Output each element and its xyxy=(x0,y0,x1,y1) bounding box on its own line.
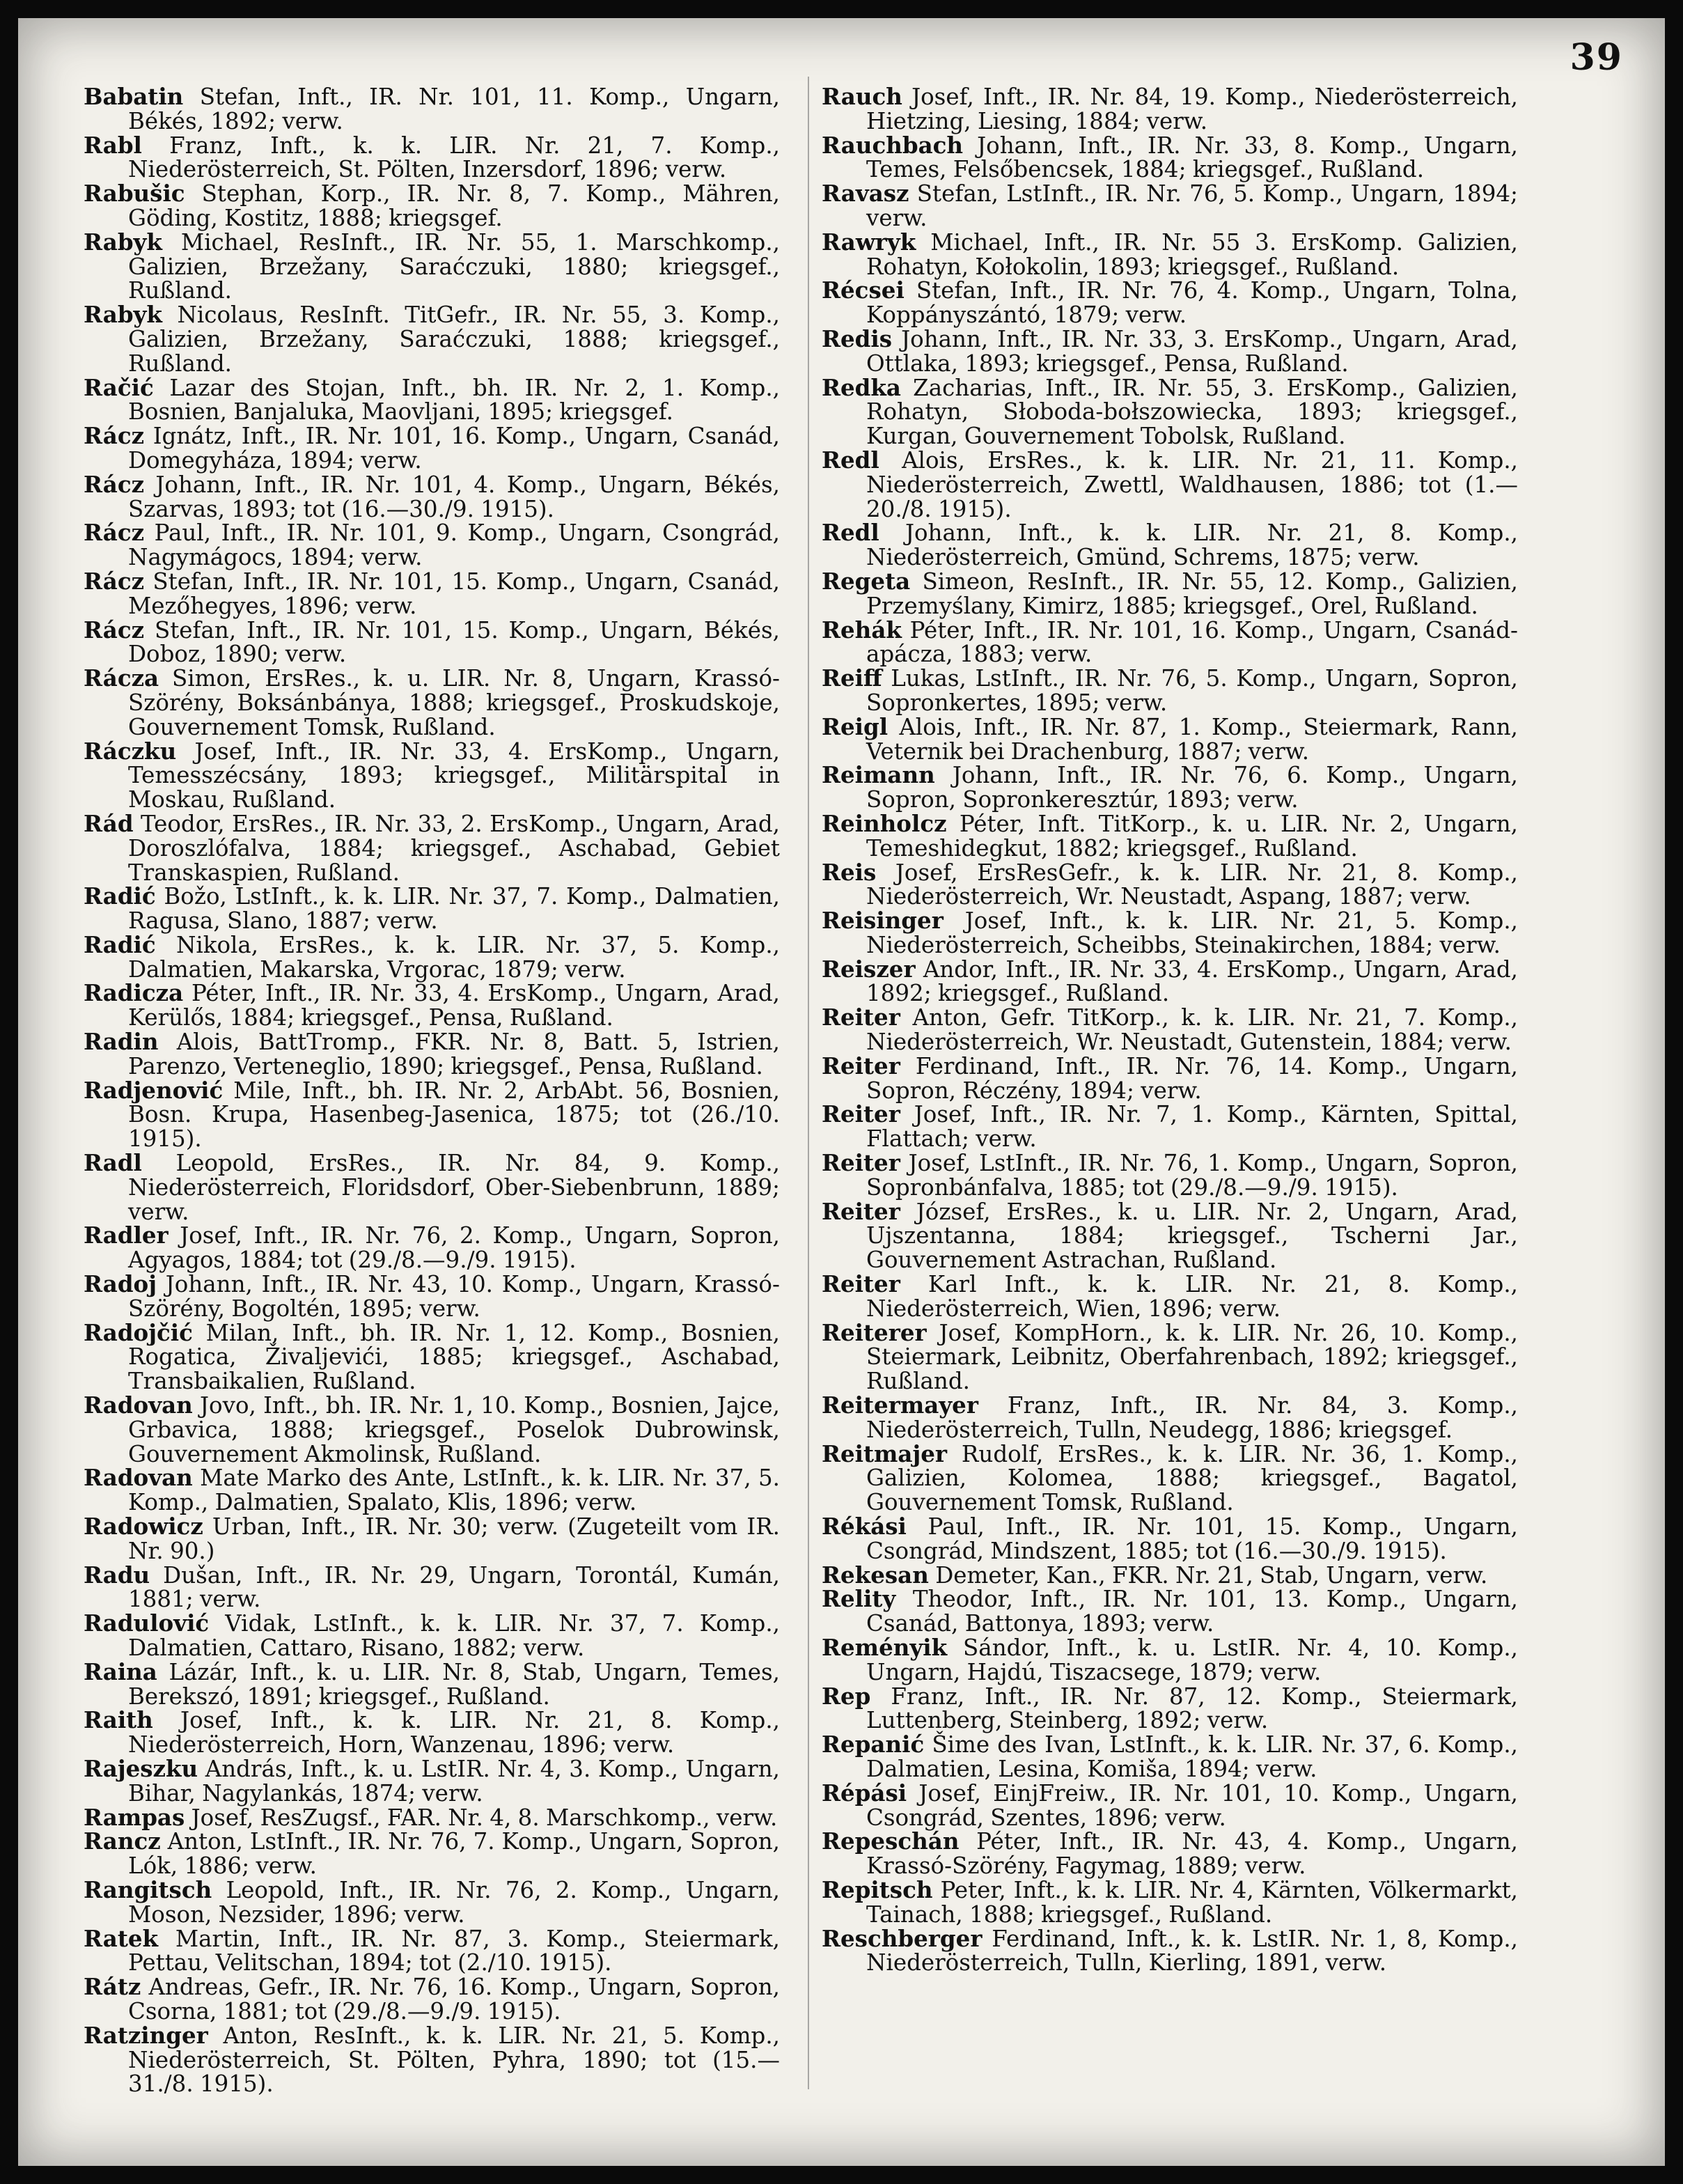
entry-name: Reigl xyxy=(822,712,889,740)
list-entry xyxy=(84,1391,780,1467)
entry-text: Johann, Inft., IR. Nr. 101, 4. Komp., Ungarn, Békés, Szarvas, 1893; tot (16.—30./9. 1915). xyxy=(128,471,780,522)
list-entry xyxy=(822,1197,1518,1274)
entry-text: Ferdinand, Inft., IR. Nr. 76, 14. Komp., Ungarn, Sopron, Réczény, 1894; verw. xyxy=(866,1052,1518,1104)
list-entry xyxy=(84,1660,780,1709)
entry-text: Sándor, Inft., k. u. LstIR. Nr. 4, 10. Komp., Ungarn, Hajdú, Tiszacsege, 1879; verw. xyxy=(866,1635,1518,1685)
entry-text: Péter, Inft., IR. Nr. 33, 4. ErsKomp., Ungarn, Arad, Kerülős, 1884; kriegsgef., Pensa, Rußland. xyxy=(128,980,780,1031)
list-entry xyxy=(822,131,1518,183)
list-entry xyxy=(84,809,780,886)
list-entry xyxy=(84,470,780,522)
entry-text: Martin, Inft., IR. Nr. 87, 3. Komp., Steiermark, Pettau, Velitschan, 1894; tot (2./10. 1915). xyxy=(128,1925,780,1976)
entry-name: Rancz xyxy=(84,1827,161,1855)
entry-text: Theodor, Inft., IR. Nr. 101, 13. Komp., Ungarn, Csanád, Battonya, 1893; verw. xyxy=(866,1586,1518,1637)
list-entry xyxy=(822,448,1518,521)
entry-text: Stefan, Inft., IR. Nr. 76, 4. Komp., Ungarn, Tolna, Koppányszántó, 1879; verw. xyxy=(866,277,1518,329)
entry-name: Ratek xyxy=(84,1924,159,1952)
list-entry xyxy=(84,521,780,570)
entry-name: Reiter xyxy=(822,1052,900,1079)
entry-name: Repanić xyxy=(822,1731,925,1758)
list-entry xyxy=(822,1442,1518,1515)
list-entry xyxy=(822,909,1518,958)
list-entry xyxy=(822,809,1518,861)
entry-text: Josef, LstInft., IR. Nr. 76, 1. Komp., Ungarn, Sopron, Sopronbánfalva, 1885; tot (29./8.—9./9. 1915). xyxy=(866,1150,1518,1201)
entry-name: Rangitsch xyxy=(84,1875,212,1903)
entry-text: Peter, Inft., k. k. LIR. Nr. 4, Kärnten, Völkermarkt, Tainach, 1888; kriegsgef., Rußland. xyxy=(866,1876,1518,1928)
entry-name: Rácza xyxy=(84,664,159,692)
entry-text: Péter, Inft., IR. Nr. 43, 4. Komp., Ungarn, Krassó-Szörény, Fagymag, 1889; verw. xyxy=(866,1828,1518,1880)
entry-name: Rauchbach xyxy=(822,131,964,159)
entry-text: Božo, LstInft., k. k. LIR. Nr. 37, 7. Komp., Dalmatien, Ragusa, Slano, 1887; verw. xyxy=(128,883,780,935)
entry-text: Mile, Inft., bh. IR. Nr. 2, ArbAbt. 56, Bosnien, Bosn. Krupa, Hasenbeg-Jasenica, 1875; tot (26./10. 1915). xyxy=(128,1077,780,1153)
entry-name: Reiter xyxy=(822,1004,900,1031)
list-entry xyxy=(822,1827,1518,1880)
entry-text: Anton, ResInft., k. k. LIR. Nr. 21, 5. Komp., Niederösterreich, St. Pölten, Pyhra, 1890; tot (15.—31./8. 1915). xyxy=(128,2022,780,2098)
entry-name: Rep xyxy=(822,1682,871,1710)
entry-name: Rampas xyxy=(84,1803,185,1831)
entry-name: Reményik xyxy=(822,1634,948,1661)
entry-name: Rabušic xyxy=(84,180,185,208)
entry-text: Stefan, Inft., IR. Nr. 101, 15. Komp., Ungarn, Csanád, Mezőhegyes, 1896; verw. xyxy=(128,568,780,619)
list-entry xyxy=(822,1318,1518,1395)
entry-name: Ráczku xyxy=(84,737,177,765)
list-entry xyxy=(84,228,780,304)
entry-name: Reschberger xyxy=(822,1924,983,1952)
entry-name: Radjenović xyxy=(84,1076,224,1104)
list-entry xyxy=(84,666,780,739)
entry-text: Dušan, Inft., IR. Nr. 29, Ungarn, Torontál, Kumán, 1881; verw. xyxy=(128,1561,780,1613)
list-entry xyxy=(822,1636,1518,1685)
entry-name: Radu xyxy=(84,1561,150,1589)
entry-text: Stephan, Korp., IR. Nr. 8, 7. Komp., Mähren, Göding, Kostitz, 1888; kriegsgef. xyxy=(128,180,780,231)
entry-name: Rabl xyxy=(84,131,142,159)
entry-name: Reiter xyxy=(822,1197,900,1225)
list-entry xyxy=(822,1682,1518,1734)
list-entry xyxy=(84,1754,780,1807)
entry-text: Demeter, Kan., FKR. Nr. 21, Stab, Ungarn, verw. xyxy=(935,1561,1488,1589)
entry-name: Redis xyxy=(822,325,893,352)
entry-text: Simon, ErsRes., k. u. LIR. Nr. 8, Ungarn, Krassó-Szörény, Boksánbánya, 1888; kriegsgef., Proskudskoje, Gouvernement Tomsk, Rußland. xyxy=(128,665,780,740)
entry-text: Vidak, LstInft., k. k. LIR. Nr. 37, 7. Komp., Dalmatien, Cattaro, Risano, 1882; verw. xyxy=(128,1610,780,1661)
entry-text: Josef, Inft., IR. Nr. 84, 19. Komp., Niederösterreich, Hietzing, Liesing, 1884; verw. xyxy=(866,84,1518,134)
list-entry xyxy=(822,228,1518,280)
entry-name: Redl xyxy=(822,446,879,474)
entry-text: Mate Marko des Ante, LstInft., k. k. LIR. Nr. 37, 5. Komp., Dalmatien, Spalato, Klis, 1896; verw. xyxy=(128,1465,780,1516)
entry-text: Leopold, Inft., IR. Nr. 76, 2. Komp., Ungarn, Moson, Nezsider, 1896; verw. xyxy=(128,1876,780,1928)
entry-name: Reiff xyxy=(822,664,882,692)
entry-name: Reitmajer xyxy=(822,1440,948,1467)
list-entry xyxy=(84,567,780,619)
list-entry xyxy=(822,1875,1518,1928)
entry-name: Reinholcz xyxy=(822,809,947,837)
column-divider xyxy=(808,77,809,2089)
list-entry xyxy=(822,1733,1518,1781)
entry-name: Radl xyxy=(84,1149,142,1177)
list-entry xyxy=(84,1924,780,1976)
entry-text: Paul, Inft., IR. Nr. 101, 15. Komp., Ungarn, Csongrád, Mindszent, 1885; tot (16.—30./9. 1915). xyxy=(866,1513,1518,1564)
list-entry xyxy=(822,1391,1518,1443)
list-entry xyxy=(822,1102,1518,1151)
entry-name: Redl xyxy=(822,519,879,547)
list-entry xyxy=(822,276,1518,329)
entry-name: Repeschán xyxy=(822,1827,960,1855)
entry-name: Rékási xyxy=(822,1513,907,1540)
entry-name: Radin xyxy=(84,1028,159,1056)
entry-text: Josef, EinjFreiw., IR. Nr. 101, 10. Komp., Ungarn, Csongrád, Szentes, 1896; verw. xyxy=(866,1779,1518,1831)
entry-name: Reiszer xyxy=(822,955,916,983)
entry-text: Karl Inft., k. k. LIR. Nr. 21, 8. Komp., Niederösterreich, Wien, 1896; verw. xyxy=(866,1271,1518,1322)
entry-name: Radovan xyxy=(84,1464,193,1492)
list-entry xyxy=(84,1609,780,1661)
entry-text: Alois, BattTromp., FKR. Nr. 8, Batt. 5, Istrien, Parenzo, Verteneglio, 1890; kriegsgef., Pensa, Rußland. xyxy=(128,1029,780,1079)
entry-text: József, ErsRes., k. u. LIR. Nr. 2, Ungarn, Arad, Ujszentanna, 1884; kriegsgef., Tscherni Jar., Gouvernement Astrachan, Rußland. xyxy=(866,1198,1518,1274)
entry-text: Paul, Inft., IR. Nr. 101, 9. Komp., Ungarn, Csongrád, Nagymágocs, 1894; verw. xyxy=(128,520,780,571)
list-entry xyxy=(84,1827,780,1880)
list-entry xyxy=(84,303,780,375)
entry-name: Reiter xyxy=(822,1100,900,1128)
list-entry xyxy=(822,712,1518,765)
entry-name: Radoj xyxy=(84,1270,157,1298)
entry-text: Simeon, ResInft., IR. Nr. 55, 12. Komp., Galizien, Przemyślany, Kimirz, 1885; kriegsgef., Orel, Rußland. xyxy=(866,568,1518,619)
entry-name: Radowicz xyxy=(84,1513,203,1540)
entry-name: Radić xyxy=(84,930,156,958)
entry-name: Récsei xyxy=(822,276,905,304)
entry-name: Reimann xyxy=(822,761,935,789)
entry-text: Andor, Inft., IR. Nr. 33, 4. ErsKomp., Ungarn, Arad, 1892; kriegsgef., Rußland. xyxy=(866,956,1518,1007)
entry-name: Rawryk xyxy=(822,228,916,256)
entry-text: Andreas, Gefr., IR. Nr. 76, 16. Komp., Ungarn, Sopron, Csorna, 1881; tot (29./8.—9./9. 1915). xyxy=(128,1974,780,2025)
entry-name: Reiter xyxy=(822,1149,900,1177)
entry-name: Repitsch xyxy=(822,1875,933,1903)
entry-text: Zacharias, Inft., IR. Nr. 55, 3. ErsKomp., Galizien, Rohatyn, Słoboda-bołszowiecka, 1893; kriegsgef., Kurgan, Gouvernement Tobolsk, Rußland. xyxy=(866,374,1518,450)
entry-text: Alois, ErsRes., k. k. LIR. Nr. 21, 11. Komp., Niederösterreich, Zwettl, Waldhausen, 1886; tot (1.—20./8. 1915). xyxy=(866,446,1518,522)
entry-text: Josef, ErsResGefr., k. k. LIR. Nr. 21, 8. Komp., Niederösterreich, Wr. Neustadt, Aspang, 1887; verw. xyxy=(866,859,1518,910)
entry-text: Lukas, LstInft., IR. Nr. 76, 5. Komp., Ungarn, Sopron, Sopronkertes, 1895; verw. xyxy=(866,665,1518,716)
list-entry xyxy=(84,1563,780,1612)
entry-name: Radić xyxy=(84,882,156,910)
list-entry xyxy=(84,884,780,933)
entry-name: Rácz xyxy=(84,470,145,498)
list-entry xyxy=(84,1151,780,1224)
entry-text: Josef, ResZugsf., FAR. Nr. 4, 8. Marschkomp., verw. xyxy=(191,1804,778,1831)
entry-text: Urban, Inft., IR. Nr. 30; verw. (Zugeteilt vom IR. Nr. 90.) xyxy=(128,1513,780,1564)
list-entry xyxy=(84,981,780,1030)
entry-name: Reisinger xyxy=(822,907,944,935)
list-entry xyxy=(84,1318,780,1395)
entry-name: Rabyk xyxy=(84,228,162,256)
list-entry xyxy=(84,131,780,183)
entry-text: Šime des Ivan, LstInft., k. k. LIR. Nr. 37, 6. Komp., Dalmatien, Lesina, Komiša, 1894; verw. xyxy=(866,1731,1518,1782)
entry-name: Reis xyxy=(822,858,877,886)
entry-name: Relity xyxy=(822,1585,896,1613)
list-entry xyxy=(84,1272,780,1321)
list-entry xyxy=(84,1708,780,1757)
list-entry xyxy=(822,666,1518,715)
entry-name: Ratzinger xyxy=(84,2021,208,2049)
list-entry xyxy=(84,618,780,667)
list-entry xyxy=(84,424,780,473)
entry-name: Rácz xyxy=(84,519,145,547)
entry-text: Péter, Inft. TitKorp., k. u. LIR. Nr. 2, Ungarn, Temeshidegkut, 1882; kriegsgef., Rußland. xyxy=(866,810,1518,861)
entry-name: Radler xyxy=(84,1222,169,1249)
list-entry xyxy=(84,930,780,983)
entry-text: Ferdinand, Inft., k. k. LstIR. Nr. 1, 8, Komp., Niederösterreich, Tulln, Kierling, 1891, verw. xyxy=(866,1925,1518,1976)
list-entry xyxy=(822,1054,1518,1103)
list-entry xyxy=(822,1515,1518,1563)
entry-text: Stefan, LstInft., IR. Nr. 76, 5. Komp., Ungarn, 1894; verw. xyxy=(866,180,1518,231)
right-column xyxy=(822,85,1518,1975)
list-entry xyxy=(822,182,1518,231)
entry-text: Michael, ResInft., IR. Nr. 55, 1. Marschkomp., Galizien, Brzežany, Saraćczuki, 1880; kriegsgef., Rußland. xyxy=(128,228,780,304)
entry-text: Johann, Inft., IR. Nr. 33, 8. Komp., Ungarn, Temes, Felsőbencsek, 1884; kriegsgef., Rußland. xyxy=(866,132,1518,183)
entry-name: Reitermayer xyxy=(822,1391,978,1419)
entry-text: Stefan, Inft., IR. Nr. 101, 11. Komp., Ungarn, Békés, 1892; verw. xyxy=(128,84,780,134)
entry-name: Reiter xyxy=(822,1270,900,1298)
entry-name: Radulović xyxy=(84,1609,210,1637)
page-number: 39 xyxy=(1570,36,1623,79)
entry-text: Milan, Inft., bh. IR. Nr. 1, 12. Komp., Bosnien, Rogatica, Živaljevići, 1885; kriegsgef., Aschabad, Transbaikalien, Rußland. xyxy=(128,1319,780,1395)
entry-text: Alois, Inft., IR. Nr. 87, 1. Komp., Steiermark, Rann, Veternik bei Drachenburg, 1887; verw. xyxy=(866,713,1518,765)
entry-text: Franz, Inft., IR. Nr. 87, 12. Komp., Steiermark, Luttenberg, Steinberg, 1892; verw. xyxy=(866,1683,1518,1734)
entry-text: Josef, Inft., k. k. LIR. Nr. 21, 8. Komp., Niederösterreich, Horn, Wanzenau, 1896; verw. xyxy=(128,1707,780,1758)
entry-name: Reiterer xyxy=(822,1318,927,1346)
entry-text: Johann, Inft., IR. Nr. 76, 6. Komp., Ungarn, Sopron, Sopronkeresztúr, 1893; verw. xyxy=(866,762,1518,813)
entry-text: Josef, Inft., k. k. LIR. Nr. 21, 5. Komp., Niederösterreich, Scheibbs, Steinakirchen, 1884; verw. xyxy=(866,907,1518,958)
entry-text: Stefan, Inft., IR. Nr. 101, 15. Komp., Ungarn, Békés, Doboz, 1890; verw. xyxy=(128,616,780,668)
entry-text: Teodor, ErsRes., IR. Nr. 33, 2. ErsKomp., Ungarn, Arad, Doroszlófalva, 1884; kriegsgef., Aschabad, Gebiet Transkaspien, Rußland. xyxy=(128,810,780,886)
entry-text: Josef, Inft., IR. Nr. 33, 4. ErsKomp., Ungarn, Temesszécsány, 1893; kriegsgef., Militärspital in Moskau, Rußland. xyxy=(128,738,780,813)
list-entry xyxy=(822,85,1518,134)
entry-name: Račić xyxy=(84,373,154,401)
entry-text: Rudolf, ErsRes., k. k. LIR. Nr. 36, 1. Komp., Galizien, Kolomea, 1888; kriegsgef., Bagatol, Gouvernement Tomsk, Rußland. xyxy=(866,1440,1518,1516)
list-entry xyxy=(84,85,780,134)
entry-name: Rekesan xyxy=(822,1561,929,1589)
entry-name: Rád xyxy=(84,809,134,837)
list-entry xyxy=(822,618,1518,667)
list-entry xyxy=(84,2021,780,2098)
entry-name: Ravasz xyxy=(822,180,909,208)
list-entry xyxy=(822,763,1518,812)
entry-name: Redka xyxy=(822,373,901,401)
entry-name: Rehák xyxy=(822,616,902,644)
entry-text: Johann, Inft., IR. Nr. 43, 10. Komp., Ungarn, Krassó-Szörény, Bogoltén, 1895; verw. xyxy=(128,1271,780,1322)
list-entry xyxy=(822,1151,1518,1200)
entry-name: Rácz xyxy=(84,422,145,450)
entry-name: Rajeszku xyxy=(84,1754,198,1782)
entry-text: Michael, Inft., IR. Nr. 55 3. ErsKomp. Galizien, Rohatyn, Kołokolin, 1893; kriegsgef., Rußland. xyxy=(866,228,1518,280)
entry-text: Franz, Inft., IR. Nr. 84, 3. Komp., Niederösterreich, Tulln, Neudegg, 1886; kriegsgef. xyxy=(866,1392,1518,1443)
entry-text: Lazar des Stojan, Inft., bh. IR. Nr. 2, 1. Komp., Bosnien, Banjaluka, Maovljani, 1895; kriegsgef. xyxy=(128,374,780,426)
entry-name: Rácz xyxy=(84,616,145,644)
list-entry xyxy=(822,373,1518,450)
list-entry xyxy=(84,1224,780,1272)
list-entry xyxy=(822,1006,1518,1054)
list-entry xyxy=(84,1466,780,1515)
list-entry xyxy=(822,955,1518,1007)
list-entry xyxy=(822,1587,1518,1636)
entry-text: Nikola, ErsRes., k. k. LIR. Nr. 37, 5. Komp., Dalmatien, Makarska, Vrgorac, 1879; verw. xyxy=(128,931,780,983)
list-entry xyxy=(84,1803,780,1831)
list-entry xyxy=(822,858,1518,910)
list-entry xyxy=(84,373,780,426)
list-entry xyxy=(822,567,1518,619)
list-entry xyxy=(822,327,1518,376)
entry-name: Rácz xyxy=(84,567,145,595)
entry-text: Lázár, Inft., k. u. LIR. Nr. 8, Stab, Ungarn, Temes, Berekszó, 1891; kriegsgef., Rußland. xyxy=(128,1658,780,1710)
entry-text: Nicolaus, ResInft. TitGefr., IR. Nr. 55, 3. Komp., Galizien, Brzežany, Saraćczuki, 1888; kriegsgef., Rußland. xyxy=(128,302,780,377)
list-entry xyxy=(822,1781,1518,1830)
list-entry xyxy=(822,1924,1518,1976)
entry-name: Rauch xyxy=(822,83,902,110)
entry-text: Jovo, Inft., bh. IR. Nr. 1, 10. Komp., Bosnien, Jajce, Grbavica, 1888; kriegsgef., Poselok Dubrowinsk, Gouvernement Akmolinsk, Rußland. xyxy=(128,1392,780,1467)
entry-name: Raith xyxy=(84,1706,153,1734)
list-entry xyxy=(822,1563,1518,1588)
entry-text: Josef, KompHorn., k. k. LIR. Nr. 26, 10. Komp., Steiermark, Leibnitz, Oberfahrenbach, 1892; kriegsgef., Rußland. xyxy=(866,1319,1518,1395)
list-entry xyxy=(84,737,780,813)
entry-name: Rabyk xyxy=(84,301,162,329)
entry-name: Radojčić xyxy=(84,1318,193,1346)
list-entry xyxy=(84,182,780,231)
list-entry xyxy=(84,1515,780,1563)
list-entry xyxy=(822,1272,1518,1321)
entry-text: Leopold, ErsRes., IR. Nr. 84, 9. Komp., Niederösterreich, Floridsdorf, Ober-Siebenbrunn, 1889; verw. xyxy=(128,1150,780,1225)
list-entry xyxy=(84,1076,780,1153)
entry-name: Babatin xyxy=(84,83,184,110)
entry-text: Josef, Inft., IR. Nr. 76, 2. Komp., Ungarn, Sopron, Agyagos, 1884; tot (29./8.—9./9. 1915). xyxy=(128,1222,780,1274)
entry-name: Radovan xyxy=(84,1391,193,1419)
entry-text: Anton, Gefr. TitKorp., k. k. LIR. Nr. 21, 7. Komp., Niederösterreich, Wr. Neustadt, Gutenstein, 1884; verw. xyxy=(866,1004,1518,1056)
entry-text: Anton, LstInft., IR. Nr. 76, 7. Komp., Ungarn, Sopron, Lók, 1886; verw. xyxy=(128,1828,780,1880)
entry-text: Ignátz, Inft., IR. Nr. 101, 16. Komp., Ungarn, Csanád, Domegyháza, 1894; verw. xyxy=(128,423,780,474)
entry-text: Johann, Inft., IR. Nr. 33, 3. ErsKomp., Ungarn, Arad, Ottlaka, 1893; kriegsgef., Pensa, Rußland. xyxy=(866,325,1518,377)
entry-text: Josef, Inft., IR. Nr. 7, 1. Komp., Kärnten, Spittal, Flattach; verw. xyxy=(866,1101,1518,1153)
entry-name: Rátz xyxy=(84,1973,141,2001)
entry-text: Franz, Inft., k. k. LIR. Nr. 21, 7. Komp., Niederösterreich, St. Pölten, Inzersdorf, 1896; verw. xyxy=(128,132,780,183)
entry-name: Raina xyxy=(84,1658,157,1685)
list-entry xyxy=(84,1875,780,1928)
list-entry xyxy=(84,1975,780,2024)
list-entry xyxy=(822,521,1518,570)
entry-text: Péter, Inft., IR. Nr. 101, 16. Komp., Ungarn, Csanád-apácza, 1883; verw. xyxy=(866,616,1518,668)
entry-name: Regeta xyxy=(822,567,911,595)
entry-name: Répási xyxy=(822,1779,907,1807)
entry-name: Radicza xyxy=(84,979,184,1007)
list-entry xyxy=(84,1030,780,1079)
left-column xyxy=(84,85,780,2096)
entry-text: András, Inft., k. u. LstIR. Nr. 4, 3. Komp., Ungarn, Bihar, Nagylankás, 1874; verw. xyxy=(128,1755,780,1807)
entry-text: Johann, Inft., k. k. LIR. Nr. 21, 8. Komp., Niederösterreich, Gmünd, Schrems, 1875; verw. xyxy=(866,520,1518,571)
